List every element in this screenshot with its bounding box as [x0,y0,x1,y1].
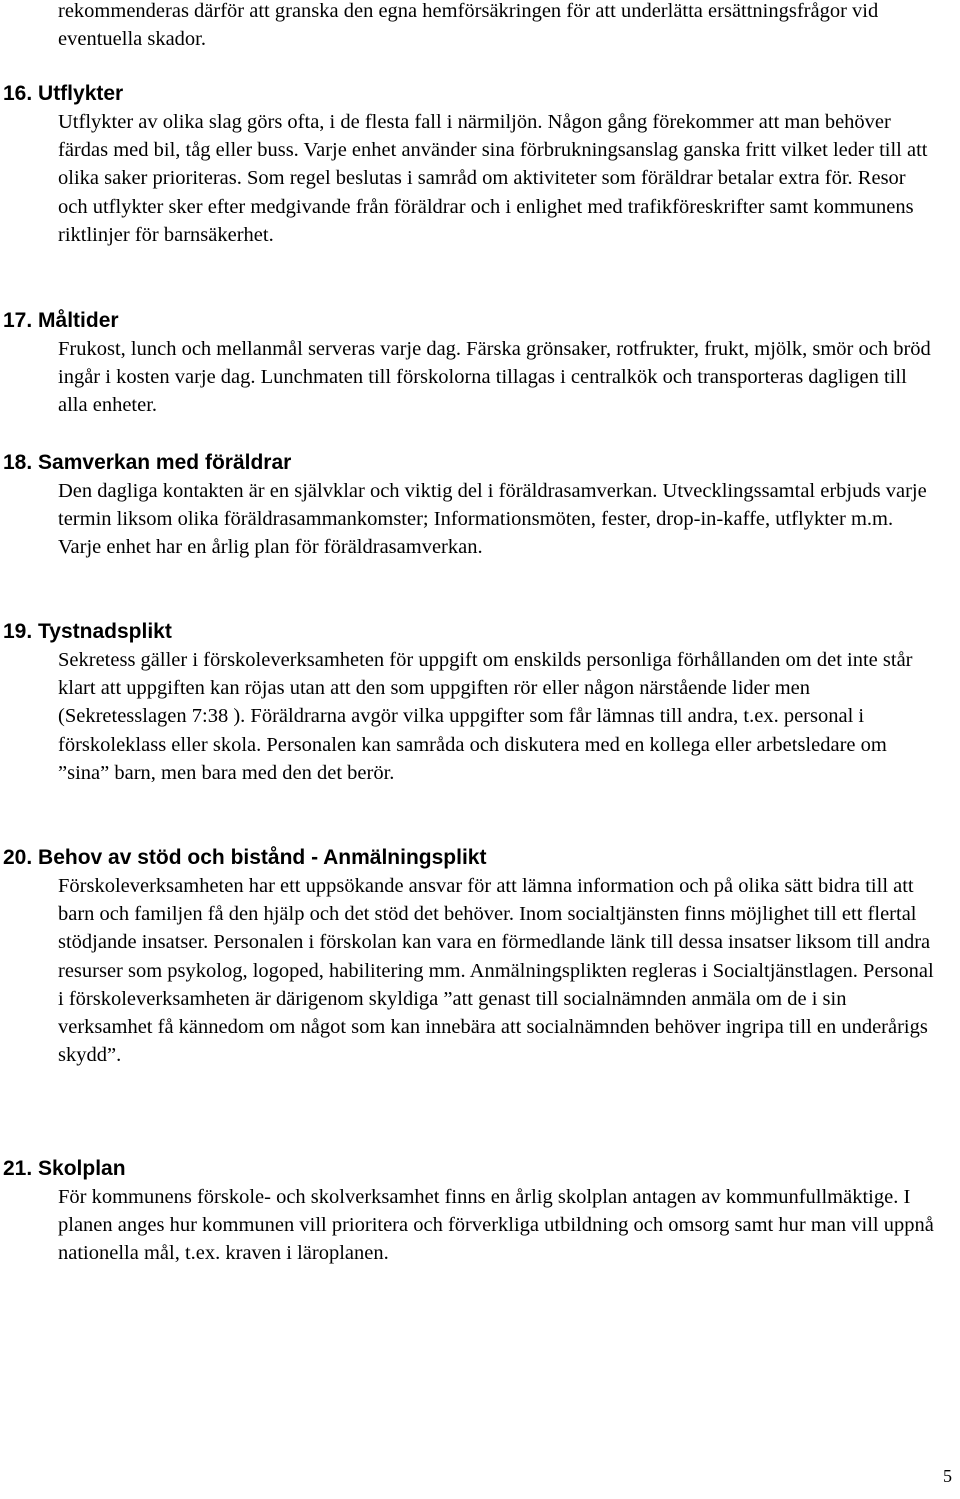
section-skolplan [0,1155,960,1268]
section-heading: 18. Samverkan med föräldrar [3,451,292,474]
section-tystnadsplikt [0,618,960,787]
section-body: Den dagliga kontakten är en självklar och viktig del i föräldrasamverkan. Utvecklingssamtal erbjuds varje termin liksom olika föräldrasammankomster; Informationsmöten, fester, drop-in-kaffe, utflykter m.m. Varje enhet har en årlig plan för föräldrasamverkan. [58,480,927,559]
section-body: Sekretess gäller i förskoleverksamheten för uppgift om enskilds personliga förhållanden om det inte står klart att uppgiften kan röjas utan att den som uppgiften rör eller någon närstående lider men (Sekretesslagen 7:38 ). Föräldrarna avgör vilka uppgifter som får lämnas till andra, t.ex. personal i förskoleklass eller skola. Personalen kan samråda och diskutera med en kollega eller arbetsledare om ”sina” barn, men bara med den det berör. [58,649,913,784]
section-heading: 21. Skolplan [3,1157,126,1180]
section-samverkan-med-foraldrar [0,449,960,562]
section-heading: 16. Utflykter [3,82,124,105]
section-maltider [0,307,960,420]
section-anmalningsplikt [0,844,960,1069]
continuation-paragraph: rekommenderas därför att granska den egna hemförsäkringen för att underlätta ersättningsfrågor vid eventuella skador. [58,0,879,51]
section-heading: 20. Behov av stöd och bistånd - Anmälningsplikt [3,846,487,869]
section-body: Frukost, lunch och mellanmål serveras varje dag. Färska grönsaker, rotfrukter, frukt, mjölk, smör och bröd ingår i kosten varje dag. Lunchmaten till förskolorna tillagas i centralkök och transporteras dagligen till alla enheter. [58,338,931,417]
section-utflykter [0,80,960,249]
section-heading: 19. Tystnadsplikt [3,620,172,643]
section-body: För kommunens förskole- och skolverksamhet finns en årlig skolplan antagen av kommunfullmäktige. I planen anges hur kommunen vill prioritera och förverkliga utbildning och omsorg samt hur man vill uppnå nationella mål, t.ex. kraven i läroplanen. [58,1186,934,1265]
section-body: Förskoleverksamheten har ett uppsökande ansvar för att lämna information och på olika sätt bidra till att barn och familjen få den hjälp och det stöd det behöver. Inom socialtjänsten finns möjlighet till ett flertal stödjande insatser. Personalen i förskolan kan vara en förmedlande länk till dessa insatser liksom till andra resurser som psykolog, logoped, habilitering mm. Anmälningsplikten regleras i Socialtjänstlagen. Personal i förskoleverksamheten är därigenom skyldiga ”att genast till socialnämnden anmäla om de i sin verksamhet få kännedom om något som kan innebära att socialnämnden behöver ingripa till en underårigs skydd”. [58,875,934,1067]
page-number: 5 [943,1466,952,1486]
section-heading: 17. Måltider [3,309,119,332]
section-body: Utflykter av olika slag görs ofta, i de flesta fall i närmiljön. Någon gång förekommer att man behöver färdas med bil, tåg eller buss. Varje enhet använder sina förbrukningsanslag ganska fritt vilket leder till att olika saker prioriteras. Som regel beslutas i samråd om aktiviteter som föräldrar betalar extra för. Resor och utflykter sker efter medgivande från föräldrar och i enlighet med trafikföreskrifter samt kommunens riktlinjer för barnsäkerhet. [58,111,928,246]
